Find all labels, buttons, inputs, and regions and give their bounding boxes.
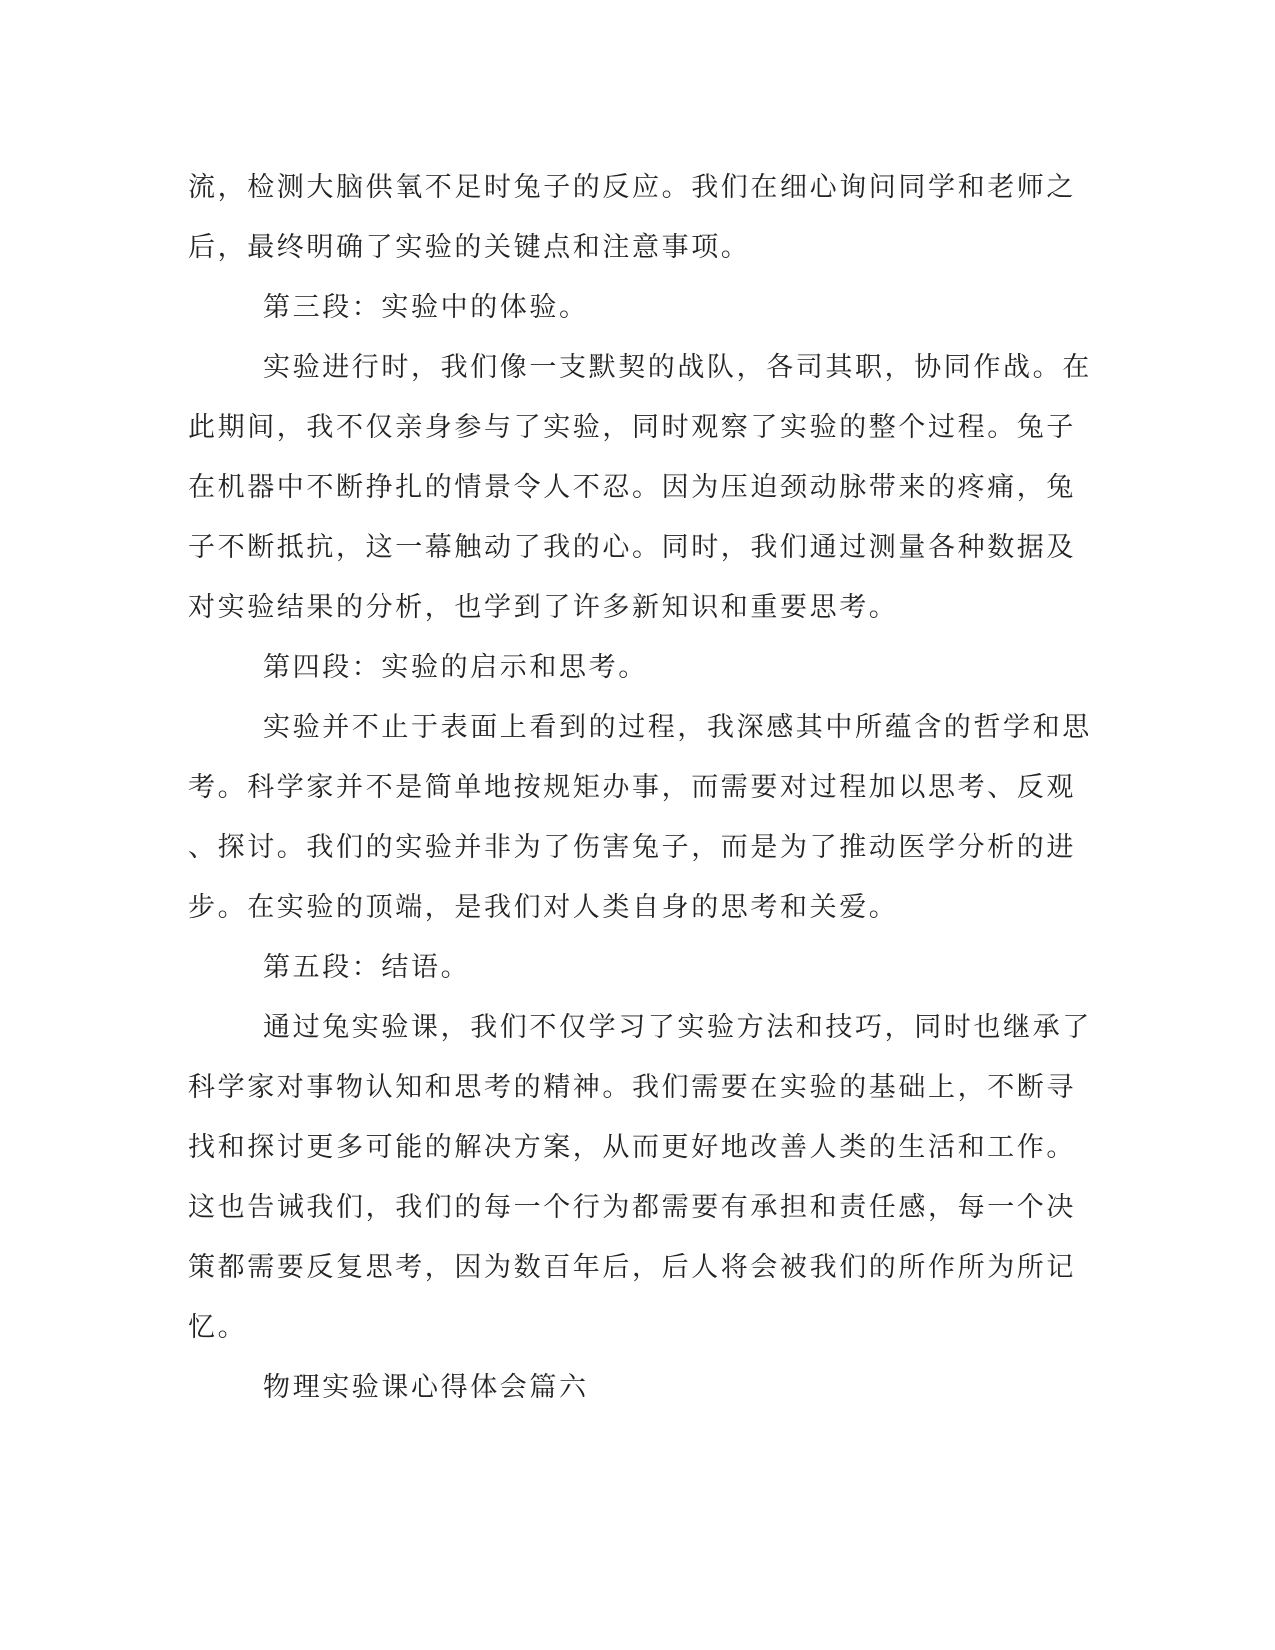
text-line: 忆。	[188, 1312, 248, 1343]
text-line: 对实验结果的分析，也学到了许多新知识和重要思考。	[188, 592, 899, 623]
text-line: 找和探讨更多可能的解决方案，从而更好地改善人类的生活和工作。	[188, 1132, 1076, 1163]
section-heading: 第四段：实验的启示和思考。	[263, 652, 648, 683]
text-line: 考。科学家并不是简单地按规矩办事，而需要对过程加以思考、反观	[188, 772, 1076, 803]
text-line: 策都需要反复思考，因为数百年后，后人将会被我们的所作所为所记	[188, 1252, 1076, 1283]
text-line: 子不断抵抗，这一幕触动了我的心。同时，我们通过测量各种数据及	[188, 532, 1076, 563]
text-line: 通过兔实验课，我们不仅学习了实验方法和技巧，同时也继承了	[263, 1012, 1092, 1043]
section-heading: 第三段：实验中的体验。	[263, 292, 589, 323]
text-line: 此期间，我不仅亲身参与了实验，同时观察了实验的整个过程。兔子	[188, 412, 1076, 443]
text-line: 实验并不止于表面上看到的过程，我深感其中所蕴含的哲学和思	[263, 712, 1092, 743]
text-line: 这也告诫我们，我们的每一个行为都需要有承担和责任感，每一个决	[188, 1192, 1076, 1223]
article-title: 物理实验课心得体会篇六	[263, 1372, 589, 1403]
text-line: 流，检测大脑供氧不足时兔子的反应。我们在细心询问同学和老师之	[188, 172, 1076, 203]
text-line: 在机器中不断挣扎的情景令人不忍。因为压迫颈动脉带来的疼痛，兔	[188, 472, 1076, 503]
text-line: 实验进行时，我们像一支默契的战队，各司其职，协同作战。在	[263, 352, 1092, 383]
text-line: 后，最终明确了实验的关键点和注意事项。	[188, 232, 751, 263]
section-heading: 第五段：结语。	[263, 952, 471, 983]
text-line: 、探讨。我们的实验并非为了伤害兔子，而是为了推动医学分析的进	[188, 832, 1076, 863]
text-line: 步。在实验的顶端，是我们对人类自身的思考和关爱。	[188, 892, 899, 923]
text-line: 科学家对事物认知和思考的精神。我们需要在实验的基础上，不断寻	[188, 1072, 1076, 1103]
